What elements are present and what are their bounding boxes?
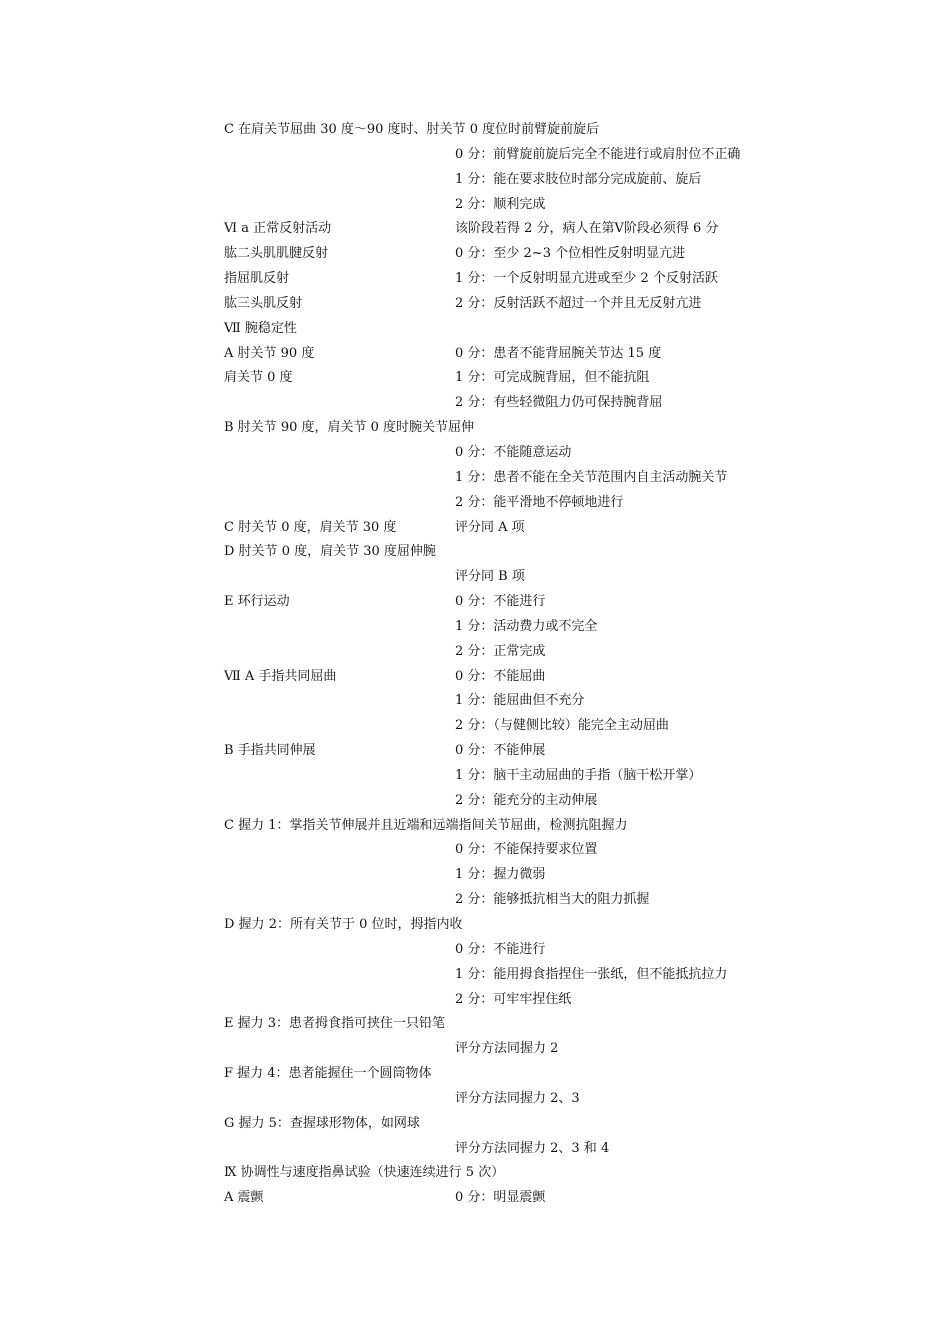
row-score-text: 2 分：反射活跃不超过一个并且无反射亢进	[455, 295, 702, 311]
assessment-row	[224, 814, 824, 839]
assessment-row	[224, 665, 824, 690]
assessment-row	[224, 118, 824, 143]
row-score-text: 0 分：至少 2~3 个位相性反射明显亢进	[455, 246, 686, 262]
row-score-text: 1 分：活动费力或不完全	[455, 618, 598, 634]
row-item-label: F 握力 4：患者能握住一个圆筒物体	[224, 1066, 432, 1082]
row-score-text: 1 分：一个反射明显亢进或至少 2 个反射活跃	[455, 271, 718, 287]
row-item-label: B 手指共同伸展	[224, 743, 316, 759]
row-score-text: 2 分：可牢牢捏住纸	[455, 991, 572, 1007]
row-item-label: A 震颤	[224, 1190, 264, 1206]
row-item-label: C 在肩关节屈曲 30 度～90 度时、肘关节 0 度位时前臂旋前旋后	[224, 122, 600, 137]
row-score-text: 2 分：顺利完成	[455, 196, 546, 212]
assessment-row	[224, 615, 824, 640]
assessment-row	[224, 491, 824, 516]
assessment-row	[224, 640, 824, 665]
assessment-row	[224, 292, 824, 317]
assessment-row	[224, 714, 824, 739]
row-item-label: 肩关节 0 度	[224, 370, 293, 386]
row-score-text: 评分方法同握力 2、3 和 4	[455, 1140, 610, 1156]
row-score-text: 0 分：不能屈曲	[455, 668, 546, 684]
assessment-row	[224, 565, 824, 590]
row-item-label: 指屈肌反射	[224, 271, 290, 287]
row-score-text: 0 分：前臂旋前旋后完全不能进行或肩肘位不正确	[455, 146, 741, 162]
row-score-text: 0 分：明显震颤	[455, 1190, 546, 1206]
row-item-label: B 肘关节 90 度，肩关节 0 度时腕关节屈伸	[224, 420, 475, 436]
assessment-row	[224, 217, 824, 242]
assessment-row	[224, 441, 824, 466]
row-score-text: 2 分：正常完成	[455, 643, 546, 659]
row-score-text: 评分同 B 项	[455, 569, 525, 585]
row-score-text: 0 分：不能进行	[455, 594, 546, 610]
assessment-row	[224, 1161, 824, 1186]
assessment-row	[224, 516, 824, 541]
row-item-label: E 环行运动	[224, 594, 290, 610]
assessment-row	[224, 342, 824, 367]
assessment-row	[224, 590, 824, 615]
row-item-label: D 肘关节 0 度，肩关节 30 度屈伸腕	[224, 544, 436, 560]
row-item-label: G 握力 5：查握球形物体，如网球	[224, 1115, 420, 1131]
row-score-text: 1 分：患者不能在全关节范围内自主活动腕关节	[455, 469, 728, 485]
row-item-label: Ⅵ a 正常反射活动	[224, 221, 332, 237]
row-item-label: Ⅸ 协调性与速度指鼻试验（快速连续进行 5 次）	[224, 1165, 505, 1181]
row-score-text: 2 分：有些轻微阻力仍可保持腕背屈	[455, 395, 663, 411]
assessment-row	[224, 938, 824, 963]
row-item-label: C 肘关节 0 度，肩关节 30 度	[224, 519, 397, 535]
assessment-row	[224, 391, 824, 416]
assessment-row	[224, 1012, 824, 1037]
row-score-text: 0 分：不能随意运动	[455, 444, 572, 460]
assessment-row	[224, 366, 824, 391]
row-item-label: Ⅶ A 手指共同屈曲	[224, 668, 337, 684]
row-score-text: 2 分：能够抵抗相当大的阻力抓握	[455, 892, 650, 908]
row-score-text: 1 分：脑干主动屈曲的手指（脑干松开掌）	[455, 767, 702, 783]
row-score-text: 0 分：不能进行	[455, 941, 546, 957]
assessment-row	[224, 317, 824, 342]
row-item-label: C 握力 1：掌指关节伸展并且近端和远端指间关节屈曲，检测抗阻握力	[224, 817, 628, 833]
assessment-row	[224, 193, 824, 218]
assessment-row	[224, 1112, 824, 1137]
assessment-row	[224, 963, 824, 988]
assessment-row	[224, 143, 824, 168]
row-score-text: 1 分：能在要求肢位时部分完成旋前、旋后	[455, 171, 702, 187]
assessment-row	[224, 988, 824, 1013]
assessment-row	[224, 789, 824, 814]
assessment-row	[224, 764, 824, 789]
row-score-text: 该阶段若得 2 分，病人在第Ⅴ阶段必须得 6 分	[455, 221, 719, 237]
assessment-row	[224, 863, 824, 888]
assessment-row	[224, 242, 824, 267]
assessment-row	[224, 267, 824, 292]
assessment-row	[224, 1137, 824, 1162]
assessment-row	[224, 416, 824, 441]
assessment-row	[224, 1186, 824, 1211]
row-score-text: 2 分：能平滑地不停顿地进行	[455, 494, 624, 510]
document-body	[224, 118, 824, 1211]
row-score-text: 0 分：不能伸展	[455, 743, 546, 759]
assessment-row	[224, 838, 824, 863]
row-score-text: 2 分：（与健侧比较）能完全主动屈曲	[455, 718, 669, 734]
row-item-label: 肱三头肌反射	[224, 295, 303, 311]
row-score-text: 2 分：能充分的主动伸展	[455, 792, 598, 808]
row-score-text: 0 分：不能保持要求位置	[455, 842, 598, 858]
assessment-row	[224, 689, 824, 714]
row-score-text: 1 分：能屈曲但不充分	[455, 693, 585, 709]
row-score-text: 1 分：握力微弱	[455, 867, 546, 883]
row-score-text: 评分方法同握力 2	[455, 1041, 559, 1057]
row-score-text: 评分方法同握力 2、3	[455, 1090, 580, 1106]
row-item-label: Ⅶ 腕稳定性	[224, 320, 297, 336]
row-item-label: 肱二头肌肌腱反射	[224, 246, 329, 262]
assessment-row	[224, 540, 824, 565]
row-score-text: 1 分：能用拇食指捏住一张纸，但不能抵抗拉力	[455, 966, 728, 982]
row-score-text: 1 分：可完成腕背屈，但不能抗阻	[455, 370, 650, 386]
assessment-row	[224, 1062, 824, 1087]
row-item-label: A 肘关节 90 度	[224, 345, 315, 361]
assessment-row	[224, 888, 824, 913]
row-item-label: E 握力 3：患者拇食指可挟住一只铅笔	[224, 1016, 446, 1032]
assessment-row	[224, 1087, 824, 1112]
row-item-label: D 握力 2：所有关节于 0 位时，拇指内收	[224, 917, 463, 932]
row-score-text: 评分同 A 项	[455, 519, 525, 535]
assessment-row	[224, 168, 824, 193]
assessment-row	[224, 913, 824, 938]
assessment-row	[224, 739, 824, 764]
assessment-row	[224, 1037, 824, 1062]
row-score-text: 0 分：患者不能背屈腕关节达 15 度	[455, 345, 662, 361]
assessment-row	[224, 466, 824, 491]
